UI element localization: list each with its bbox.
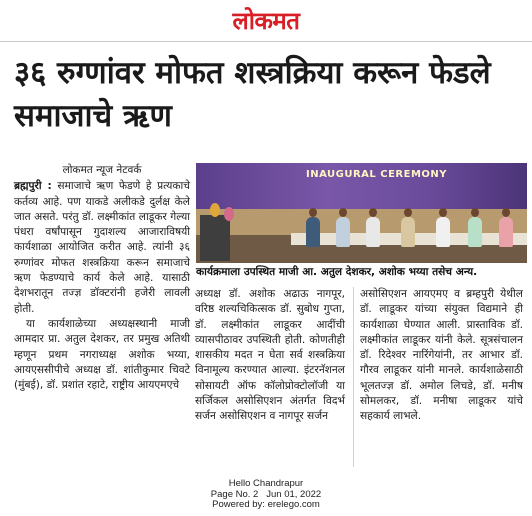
photo-banner-title: INAUGURAL CEREMONY [306,169,448,180]
footer-powered-by[interactable]: Powered by: erelego.com [212,499,320,510]
photo-person-head [339,208,347,217]
photo-person-head [309,208,317,217]
flower-decor [224,207,234,221]
article-headline: ३६ रुग्णांवर मोफत शस्त्रक्रिया करून फेडले समाजाचे ऋण [14,55,491,134]
article-paragraph-2: या कार्यशाळेच्या अध्यक्षस्थानी माजी आमदार प्रा. अतुल देशकर, तर प्रमुख अतिथी म्हणून प्रथम नगराध्यक्ष अशोक भय्या, आयएससीपीचे अध्यक्ष डॉ. शांतीकुमार चिवटे (मुंबई), डॉ. प्रशांत रहाटे, राष्ट्रीय आयएमएचे [14,317,190,392]
article-paragraph-3: अध्यक्ष डॉ. अशोक अढाऊ नागपूर, वरिष्ठ शल्यचिकित्सक डॉ. सुबोध गुप्ता, डॉ. लक्ष्मीकांत लाडूकर आदींची व्यासपीठावर उपस्थिती होती. कोणतीही शासकीय मदत न घेता सर्व शस्त्रक्रिया विनामूल्य करण्यात आल्या. इंटरनॅशनल सोसायटी ऑफ कॉलोप्रोक्टोलॉजी या सर्जिकल असोसिएशन अंतर्गत विदर्भ सर्जन असोसिएशन व नागपूर सर्जन [195,288,345,423]
article-paragraph-1 [14,179,190,317]
photo-person [499,217,513,247]
masthead-divider [0,41,532,42]
byline: लोकमत न्यूज नेटवर्क [62,164,142,176]
masthead [0,0,532,40]
article-paragraph-4: असोसिएशन आयएमए व ब्रम्हपुरी येथील डॉ. लाडूकर यांच्या संयुक्त विद्यमाने ही कार्यशाळा घेण्यात आली. प्रास्ताविक डॉ. लक्ष्मीकांत लाडूकर यांनी केले. सूत्रसंचालन डॉ. रिदेश्वर नारिंगेयांनी, तर आभार डॉ. गौरव लाडूकर यांनी मानले. कार्यशाळेसाठी भूलतज्ज्ञ डॉ. अमोल लिचडे, डॉ. मनीष सोमलकर, डॉ. मनीषा लाडूकर यांचे सहकार्य लाभले. [360,288,523,423]
footer-page-date: Page No. 2 Jun 01, 2022 [210,488,322,500]
event-photo [196,163,527,263]
photo-person [306,217,320,247]
photo-person-head [502,208,510,217]
photo-caption: कार्यक्रमाला उपस्थित माजी आ. अतुल देशकर, अशोक भय्या तसेच अन्य. [196,266,478,278]
photo-person [468,217,482,247]
photo-person [336,217,350,247]
photo-podium [200,215,230,261]
dateline: ब्रह्मपुरी : [14,180,52,193]
article-column-right [360,287,523,425]
photo-person [401,217,415,247]
photo-person [436,217,450,247]
lokmat-logo[interactable]: लोकमत [232,6,300,35]
footer-edition: Hello Chandrapur [228,478,304,489]
photo-person [366,217,380,247]
photo-person-head [369,208,377,217]
article-column-middle [195,287,345,425]
column-divider [353,287,354,467]
page-footer [0,479,532,511]
paragraph-1-text: समाजाचे ऋण फेडणे हे प्रत्यकाचे कर्तव्य आहे. पण याकडे अलीकडे दुर्लक्ष केले जात असते. परंतु डॉ. लक्ष्मीकांत लाडूकर गेल्या पंधरा वर्षांपासून गुदाशल्य आजाराविषयी कार्यशाळा आयोजित करीत आहे. त्यांनी ३६ रुग्णांवर मोफत शस्त्रक्रिया करून समाजाचे ऋण फेडण्याचे कार्य केले आहे. यासाठी देशभरातून तज्ज्ञ डॉक्टरांनी हजेरी लावली होती. [14,180,190,315]
photo-person-head [404,208,412,217]
photo-person-head [471,208,479,217]
article-column-left [14,163,190,393]
photo-person-head [439,208,447,217]
flower-decor [210,203,220,217]
